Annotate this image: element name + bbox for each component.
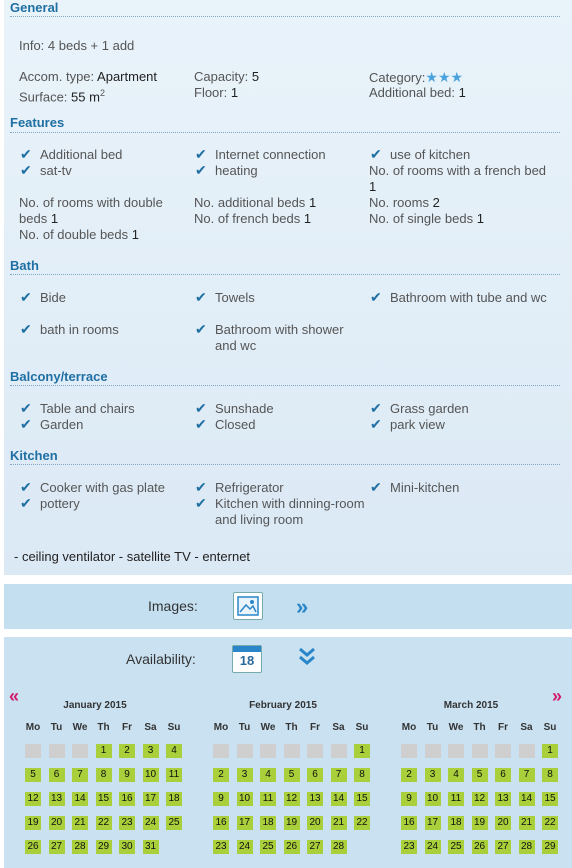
calendar-day[interactable]: 20 xyxy=(495,816,511,830)
weekday-header: Tu xyxy=(426,722,439,733)
next-month-arrow[interactable]: » xyxy=(552,686,563,706)
weekday-header: Mo xyxy=(213,722,229,733)
capacity-value: 5 xyxy=(251,69,260,84)
single-beds xyxy=(369,211,484,227)
rooms-count xyxy=(369,195,440,211)
accom-label: Accom. type: xyxy=(19,69,95,84)
images-label: Images: xyxy=(148,598,198,614)
calendar-day[interactable]: 29 xyxy=(542,840,558,854)
balcony-title: Balcony/terrace xyxy=(10,369,108,384)
month-title: March 2015 xyxy=(443,700,499,711)
weekday-header: Tu xyxy=(238,722,251,733)
calendar-day[interactable]: 6 xyxy=(49,768,65,782)
rooms-label: No. rooms xyxy=(369,195,429,210)
images-bar xyxy=(4,584,572,629)
bath-item: ✔ Bathroom with tube and wc xyxy=(370,290,550,306)
floor xyxy=(194,85,238,101)
floor-label: Floor: xyxy=(194,85,228,100)
calendar-day[interactable]: 28 xyxy=(519,840,535,854)
weekday-header: Su xyxy=(167,722,181,733)
calendar-day[interactable]: 7 xyxy=(72,768,88,782)
calendar-day[interactable]: 3 xyxy=(425,768,441,782)
divider xyxy=(10,464,560,465)
star-icon: ★ xyxy=(425,69,438,85)
calendar-day[interactable]: 16 xyxy=(119,792,135,806)
weekday-header: Sa xyxy=(144,722,157,733)
bath-title: Bath xyxy=(10,258,39,273)
calendar-day[interactable]: 26 xyxy=(472,840,488,854)
calendar-day[interactable]: 21 xyxy=(519,816,535,830)
calendar-day[interactable]: 19 xyxy=(284,816,300,830)
weekday-header: Fr xyxy=(122,722,132,733)
calendar-day[interactable]: 2 xyxy=(119,744,135,758)
calendar-day-empty xyxy=(401,744,417,758)
weekday-header: Th xyxy=(285,722,298,733)
calendar-day[interactable]: 8 xyxy=(354,768,370,782)
calendar-day[interactable]: 3 xyxy=(237,768,253,782)
weekday-header: Fr xyxy=(310,722,320,733)
feature-item: ✔ heating xyxy=(195,163,258,179)
expand-right-icon[interactable]: » xyxy=(296,594,309,619)
calendar-day-empty xyxy=(72,744,88,758)
calendar-day[interactable]: 21 xyxy=(331,816,347,830)
calendar-day[interactable]: 23 xyxy=(119,816,135,830)
month-title: January 2015 xyxy=(63,700,127,711)
divider xyxy=(10,16,560,17)
calendar-day[interactable]: 16 xyxy=(213,816,229,830)
calendar-day-empty xyxy=(213,744,229,758)
calendar-day[interactable]: 26 xyxy=(25,840,41,854)
calendar-day[interactable]: 24 xyxy=(425,840,441,854)
balcony-item: ✔ Table and chairs xyxy=(20,401,135,417)
rooms-french-value: 1 xyxy=(369,179,377,194)
weekday-header: Th xyxy=(97,722,110,733)
feature-item: ✔ Internet connection xyxy=(195,147,326,163)
weekday-header: Su xyxy=(543,722,557,733)
calendar-day-empty xyxy=(307,744,323,758)
add-beds-value: 1 xyxy=(308,195,317,210)
balcony-item: ✔ Garden xyxy=(20,417,83,433)
kitchen-item: ✔ Refrigerator xyxy=(195,480,284,496)
calendar-day[interactable]: 1 xyxy=(542,744,558,758)
calendar-day[interactable]: 11 xyxy=(448,792,464,806)
calendar-day[interactable]: 14 xyxy=(331,792,347,806)
calendar-day[interactable]: 23 xyxy=(401,840,417,854)
calendar-day[interactable]: 27 xyxy=(495,840,511,854)
general-title: General xyxy=(10,0,59,15)
calendar-day[interactable]: 27 xyxy=(307,840,323,854)
calendar-day[interactable]: 10 xyxy=(143,768,159,782)
addbed-label: Additional bed: xyxy=(369,85,456,100)
divider xyxy=(10,274,560,275)
calendar-day[interactable]: 18 xyxy=(260,816,276,830)
calendar-day[interactable]: 5 xyxy=(25,768,41,782)
calendar-day[interactable]: 18 xyxy=(166,792,182,806)
calendar-day[interactable]: 1 xyxy=(354,744,370,758)
calendar-icon-day: 18 xyxy=(239,653,255,668)
calendar-day[interactable]: 13 xyxy=(49,792,65,806)
calendar-day[interactable]: 21 xyxy=(72,816,88,830)
divider xyxy=(10,385,560,386)
additional-bed xyxy=(369,85,466,101)
calendar-day[interactable]: 24 xyxy=(143,816,159,830)
calendar-day-empty xyxy=(237,744,253,758)
surface xyxy=(19,85,105,105)
weekday-header: Sa xyxy=(520,722,533,733)
calendar-day[interactable]: 16 xyxy=(401,816,417,830)
balcony-item: ✔ Sunshade xyxy=(195,401,274,417)
accom-type xyxy=(19,69,157,85)
bath-item: ✔ bath in rooms xyxy=(20,322,119,338)
bath-item: ✔ Bathroom with shower and wc xyxy=(195,322,365,354)
calendar-day[interactable]: 19 xyxy=(25,816,41,830)
calendar-day[interactable]: 15 xyxy=(542,792,558,806)
balcony-item: ✔ park view xyxy=(370,417,445,433)
kitchen-item: ✔ Kitchen with dinning-room and living room xyxy=(195,496,375,528)
calendar-day[interactable]: 20 xyxy=(307,816,323,830)
double-beds-label: No. of double beds xyxy=(19,227,129,242)
kitchen-item: ✔ Cooker with gas plate xyxy=(20,480,165,496)
calendar-day[interactable]: 4 xyxy=(260,768,276,782)
calendar-day[interactable]: 2 xyxy=(213,768,229,782)
balcony-item: ✔ Grass garden xyxy=(370,401,469,417)
calendar-day[interactable]: 8 xyxy=(542,768,558,782)
rooms-double-label: No. of rooms with double beds xyxy=(19,195,163,226)
rooms-french-label: No. of rooms with a french bed xyxy=(369,163,547,178)
rooms-double-value: 1 xyxy=(50,211,59,226)
calendar-day[interactable]: 12 xyxy=(25,792,41,806)
calendar-day-empty xyxy=(472,744,488,758)
calendar-day-empty xyxy=(331,744,347,758)
floor-value: 1 xyxy=(230,85,239,100)
calendar-day[interactable]: 12 xyxy=(472,792,488,806)
weekday-header: We xyxy=(260,722,276,733)
calendar-day[interactable]: 27 xyxy=(49,840,65,854)
add-beds-label: No. additional beds xyxy=(194,195,306,210)
calendar-day[interactable]: 15 xyxy=(96,792,112,806)
bath-item: ✔ Bide xyxy=(20,290,66,306)
single-beds-label: No. of single beds xyxy=(369,211,474,226)
calendar-day-empty xyxy=(260,744,276,758)
weekday-header: We xyxy=(448,722,464,733)
calendar-day[interactable]: 9 xyxy=(401,792,417,806)
kitchen-extras: - ceiling ventilator - satellite TV - enternet xyxy=(14,549,251,564)
single-beds-value: 1 xyxy=(476,211,484,226)
calendar-day[interactable]: 9 xyxy=(213,792,229,806)
surface-label: Surface: xyxy=(19,89,68,105)
surface-value: 55 m xyxy=(71,89,100,105)
double-beds xyxy=(19,227,139,243)
calendar-day[interactable]: 9 xyxy=(119,768,135,782)
calendar-icon[interactable] xyxy=(232,645,262,673)
calendar-day[interactable]: 7 xyxy=(519,768,535,782)
calendar-day[interactable]: 8 xyxy=(96,768,112,782)
calendar-day[interactable]: 26 xyxy=(284,840,300,854)
calendar-day-empty xyxy=(495,744,511,758)
additional-beds xyxy=(194,195,316,211)
image-icon[interactable] xyxy=(233,592,263,620)
calendar-day[interactable]: 11 xyxy=(260,792,276,806)
calendar-day[interactable]: 1 xyxy=(96,744,112,758)
addbed-value: 1 xyxy=(458,85,466,100)
calendar-day[interactable]: 29 xyxy=(96,840,112,854)
feature-item: ✔ use of kitchen xyxy=(370,147,470,163)
calendar-day[interactable]: 17 xyxy=(143,792,159,806)
calendar-day[interactable]: 18 xyxy=(448,816,464,830)
calendar-day[interactable]: 10 xyxy=(237,792,253,806)
rooms-french-bed xyxy=(369,163,549,195)
calendar-day-empty xyxy=(284,744,300,758)
calendar-day[interactable]: 5 xyxy=(284,768,300,782)
kitchen-item: ✔ Mini-kitchen xyxy=(370,480,459,496)
category xyxy=(369,69,463,86)
feature-item: ✔ Additional bed xyxy=(20,147,122,163)
calendar-day-empty xyxy=(49,744,65,758)
calendar-day[interactable]: 22 xyxy=(96,816,112,830)
star-icon: ★ xyxy=(437,69,451,85)
calendar-day[interactable]: 31 xyxy=(143,840,159,854)
calendar-day-empty xyxy=(519,744,535,758)
calendar-icon-header xyxy=(233,646,261,652)
calendar-day[interactable]: 6 xyxy=(307,768,323,782)
calendar-day[interactable]: 25 xyxy=(448,840,464,854)
calendar-day[interactable]: 14 xyxy=(72,792,88,806)
weekday-header: Fr xyxy=(498,722,508,733)
capacity-label: Capacity: xyxy=(194,69,249,84)
calendar-day[interactable]: 30 xyxy=(119,840,135,854)
calendar-day[interactable]: 28 xyxy=(331,840,347,854)
weekday-header: Sa xyxy=(332,722,345,733)
calendar-day[interactable]: 4 xyxy=(166,744,182,758)
calendar-day[interactable]: 19 xyxy=(472,816,488,830)
prev-month-arrow[interactable]: « xyxy=(9,686,20,706)
availability-label: Availability: xyxy=(126,651,196,667)
weekday-header: Tu xyxy=(50,722,63,733)
weekday-header: We xyxy=(72,722,88,733)
calendar-day[interactable]: 20 xyxy=(49,816,65,830)
calendar-day[interactable]: 7 xyxy=(331,768,347,782)
calendar-day[interactable]: 25 xyxy=(260,840,276,854)
calendar-day[interactable]: 15 xyxy=(354,792,370,806)
weekday-header: Th xyxy=(473,722,486,733)
balcony-item: ✔ Closed xyxy=(195,417,255,433)
calendar-day[interactable]: 13 xyxy=(495,792,511,806)
feature-item: ✔ sat-tv xyxy=(20,163,72,179)
calendar-day[interactable]: 5 xyxy=(472,768,488,782)
calendar-day[interactable]: 6 xyxy=(495,768,511,782)
calendar-day[interactable]: 2 xyxy=(401,768,417,782)
weekday-header: Su xyxy=(355,722,369,733)
star-icon: ★ xyxy=(450,69,464,85)
calendar-day[interactable]: 3 xyxy=(143,744,159,758)
capacity xyxy=(194,69,259,85)
double-beds-value: 1 xyxy=(131,227,139,242)
calendar-day[interactable]: 24 xyxy=(237,840,253,854)
calendar-day-empty xyxy=(425,744,441,758)
weekday-header: Mo xyxy=(401,722,417,733)
kitchen-item: ✔ pottery xyxy=(20,496,80,512)
month-title: February 2015 xyxy=(249,700,317,711)
calendar-day-empty xyxy=(448,744,464,758)
french-beds-label: No. of french beds xyxy=(194,211,301,226)
surface-sup: 2 xyxy=(99,88,105,98)
calendar-day[interactable]: 17 xyxy=(237,816,253,830)
calendar-day[interactable]: 11 xyxy=(166,768,182,782)
french-beds xyxy=(194,211,311,227)
french-beds-value: 1 xyxy=(303,211,312,226)
calendar-day[interactable]: 10 xyxy=(425,792,441,806)
rooms-value: 2 xyxy=(432,195,440,210)
calendar-day-empty xyxy=(25,744,41,758)
calendar-day[interactable]: 12 xyxy=(284,792,300,806)
calendar-day[interactable]: 28 xyxy=(72,840,88,854)
calendar-day[interactable]: 22 xyxy=(542,816,558,830)
features-title: Features xyxy=(10,115,65,130)
category-stars xyxy=(425,70,463,85)
weekday-header: Mo xyxy=(25,722,41,733)
expand-down-icon[interactable] xyxy=(298,646,316,671)
accom-value: Apartment xyxy=(97,69,158,84)
category-label: Category: xyxy=(369,70,426,85)
calendar-day[interactable]: 14 xyxy=(519,792,535,806)
calendar-day[interactable]: 13 xyxy=(307,792,323,806)
calendar-day[interactable]: 25 xyxy=(166,816,182,830)
bath-item: ✔ Towels xyxy=(195,290,255,306)
calendar-day[interactable]: 17 xyxy=(425,816,441,830)
calendar-day[interactable]: 4 xyxy=(448,768,464,782)
rooms-double-beds xyxy=(19,195,184,227)
calendar-day[interactable]: 22 xyxy=(354,816,370,830)
info-text: Info: 4 beds + 1 add xyxy=(19,38,135,53)
calendar-day[interactable]: 23 xyxy=(213,840,229,854)
divider xyxy=(10,132,560,133)
kitchen-title: Kitchen xyxy=(10,448,58,463)
